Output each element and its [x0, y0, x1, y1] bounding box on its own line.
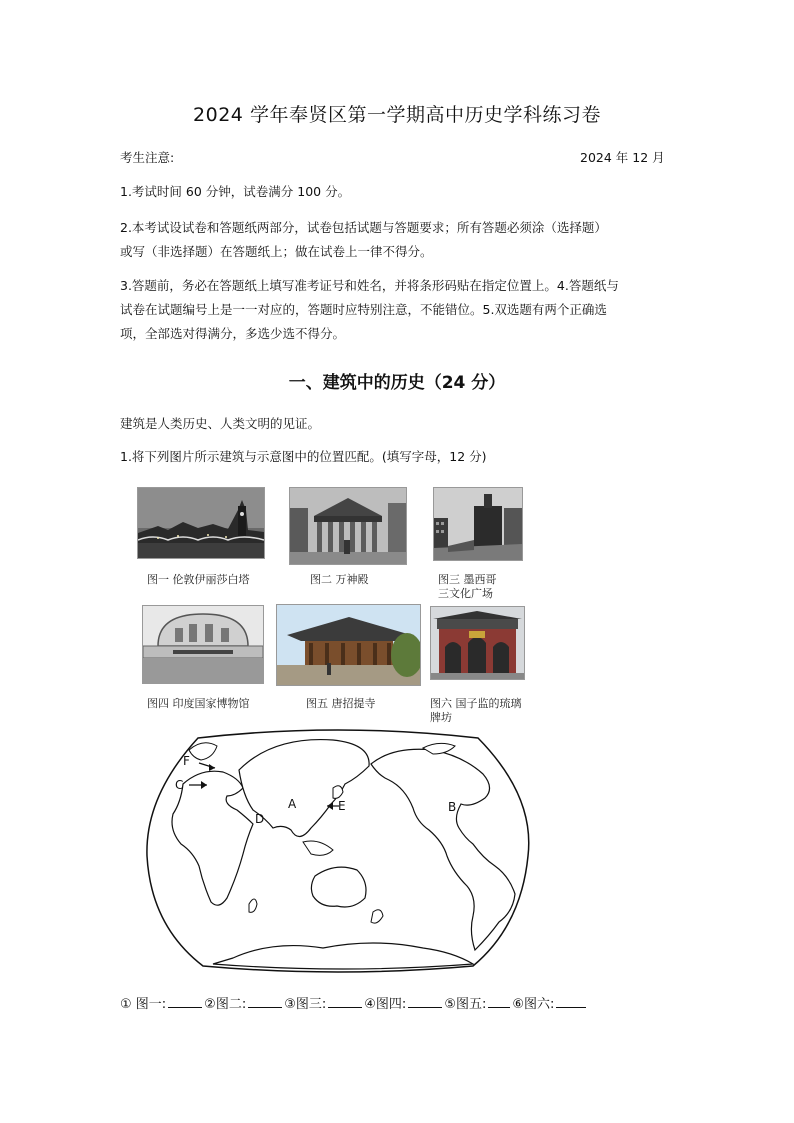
answer-label-4: ④图四: [364, 997, 407, 1012]
figure-6-photo [430, 606, 525, 680]
map-label-e: E [338, 799, 346, 813]
question-1: 1.将下列图片所示建筑与示意图中的位置匹配。(填写字母，12 分) [120, 449, 487, 464]
section-title: 一、建筑中的历史（24 分） [288, 373, 506, 393]
instruction-3c: 项，全部选对得满分，多选少选不得分。 [120, 326, 346, 341]
figure-5-caption: 图五 唐招提寺 [306, 697, 376, 710]
answer-blank-3[interactable] [328, 994, 362, 1008]
figure-2-photo [289, 487, 407, 565]
answer-blank-2[interactable] [248, 994, 282, 1008]
instruction-1: 1.考试时间 60 分钟，试卷满分 100 分。 [120, 184, 351, 199]
map-label-d: D [255, 812, 265, 826]
figure-4-caption: 图四 印度国家博物馆 [147, 697, 250, 710]
answer-label-1: ① 图一: [120, 997, 167, 1012]
figure-1-caption: 图一 伦敦伊丽莎白塔 [147, 573, 250, 586]
exam-date: 2024 年 12 月 [580, 150, 665, 165]
answer-label-6: ⑥图六: [512, 997, 555, 1012]
answer-label-3: ③图三: [284, 997, 327, 1012]
figure-5-photo [276, 604, 421, 686]
answer-blank-5[interactable] [488, 994, 510, 1008]
world-map [143, 726, 533, 976]
map-label-c: C [175, 778, 184, 792]
figure-3-caption-line1: 图三 墨西哥 [438, 573, 497, 586]
answer-line [120, 993, 588, 1012]
answer-blank-6[interactable] [556, 994, 586, 1008]
answer-label-5: ⑤图五: [444, 997, 487, 1012]
instruction-2b: 或写（非选择题）在答题纸上；做在试卷上一律不得分。 [120, 244, 433, 259]
figure-6-caption-line2: 牌坊 [430, 711, 452, 724]
instruction-2a: 2.本考试设试卷和答题纸两部分，试卷包括试题与答题要求；所有答题必须涂（选择题） [120, 220, 607, 235]
instruction-3b: 试卷在试题编号上是一一对应的，答题时应特别注意，不能错位。5.双选题有两个正确选 [120, 302, 607, 317]
notice-label: 考生注意: [120, 150, 175, 165]
page-title: 2024 学年奉贤区第一学期高中历史学科练习卷 [193, 104, 601, 126]
figure-3-photo [433, 487, 523, 561]
figure-6-caption-line1: 图六 国子监的琉璃 [430, 697, 522, 710]
figure-4-photo [142, 605, 264, 684]
instruction-3a: 3.答题前，务必在答题纸上填写准考证号和姓名，并将条形码贴在指定位置上。4.答题纸与 [120, 278, 619, 293]
map-label-f: F [183, 754, 190, 768]
figure-2-caption: 图二 万神殿 [310, 573, 369, 586]
map-label-a: A [288, 797, 297, 811]
answer-blank-4[interactable] [408, 994, 442, 1008]
answer-label-2: ②图二: [204, 997, 247, 1012]
answer-blank-1[interactable] [168, 994, 202, 1008]
figure-1-photo [137, 487, 265, 559]
figure-3-caption-line2: 三文化广场 [438, 587, 493, 600]
map-label-b: B [448, 800, 457, 814]
section-intro: 建筑是人类历史、人类文明的见证。 [120, 416, 321, 431]
